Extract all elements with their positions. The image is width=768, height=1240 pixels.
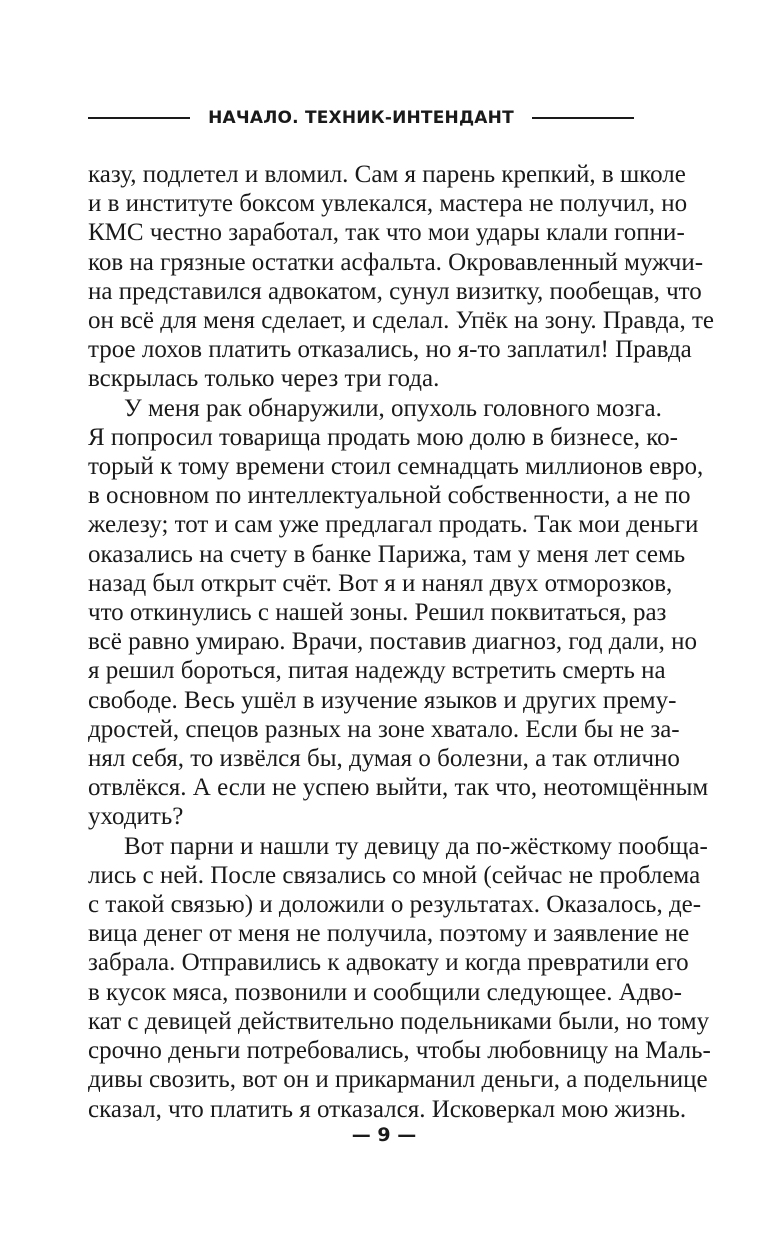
header-rule-right [532,117,634,119]
text-line: лись с ней. После связались со мной (сейчас не проблема [88,861,701,889]
text-line: забрала. Отправились к адвокату и когда превратили его [88,949,689,977]
text-line: трое лохов платить отказались, но я-то заплатил! Правда [88,336,692,364]
text-line: назад был открыт счёт. Вот я и нанял двух отморозков, [88,569,673,597]
text-line: вица денег от меня не получила, поэтому и заявление не [88,920,690,948]
text-line: и в институте боксом увлекался, мастера не получил, но [88,190,688,218]
text-line: казу, подлетел и вломил. Сам я парень крепкий, в школе [88,161,686,188]
page-number: — 9 — [351,1124,417,1146]
running-header [88,104,634,132]
text-line: оказались на счету в банке Парижа, там у меня лет семь [88,540,686,568]
text-line: железу; тот и сам уже предлагал продать. Так мои деньги [88,511,699,539]
text-line: ков на грязные остатки асфальта. Окровавленный мужчи- [88,248,704,276]
text-line: сказал, что платить я отказался. Исковеркал мою жизнь. [88,1095,687,1123]
text-line: КМС честно заработал, так что мои удары клали гопни- [88,219,685,247]
text-line: дивы свозить, вот он и прикарманил деньги, а подельнице [88,1066,708,1094]
text-line: срочно деньги потребовались, чтобы любовницу на Маль- [88,1037,711,1065]
text-line: вскрылась только через три года. [88,365,440,393]
text-line: на представился адвокатом, сунул визитку, пообещав, что [88,277,702,305]
text-line: торый к тому времени стоил семнадцать миллионов евро, [88,453,704,481]
running-header-title: НАЧАЛО. ТЕХНИК-ИНТЕНДАНТ [208,108,514,128]
text-line: У меня рак обнаружили, опухоль головного мозга. [124,394,662,422]
header-rule-left [88,117,190,119]
text-line: дростей, спецов разных на зоне хватало. Если бы не за- [88,715,680,743]
text-line: нял себя, то извёлся бы, думая о болезни, а так отлично [88,745,680,773]
text-line: что откинулись с нашей зоны. Решил поквитаться, раз [88,599,667,627]
text-line: в кусок мяса, позвонили и сообщили следующее. Адво- [88,978,682,1006]
text-line: отвлёкся. А если не успею выйти, так что, неотомщённым [88,774,709,802]
body-text [88,160,715,1124]
text-line: в основном по интеллектуальной собственности, а не по [88,482,691,510]
text-line: свободе. Весь ушёл в изучение языков и других прему- [88,686,677,714]
text-line: он всё для меня сделает, и сделал. Упёк на зону. Правда, те [88,307,715,335]
text-line: кат с девицей действительно подельниками были, но тому [88,1007,710,1035]
text-line: Вот парни и нашли ту девицу да по-жёсткому пообща- [124,832,708,860]
text-line: я решил бороться, питая надежду встретить смерть на [88,657,666,685]
text-line: уходить? [88,803,184,831]
text-line: Я попросил товарища продать мою долю в бизнесе, ко- [88,423,678,451]
text-line: всё равно умираю. Врачи, поставив диагноз, год дали, но [88,628,698,656]
text-line: с такой связью) и доложили о результатах. Оказалось, де- [88,891,702,919]
